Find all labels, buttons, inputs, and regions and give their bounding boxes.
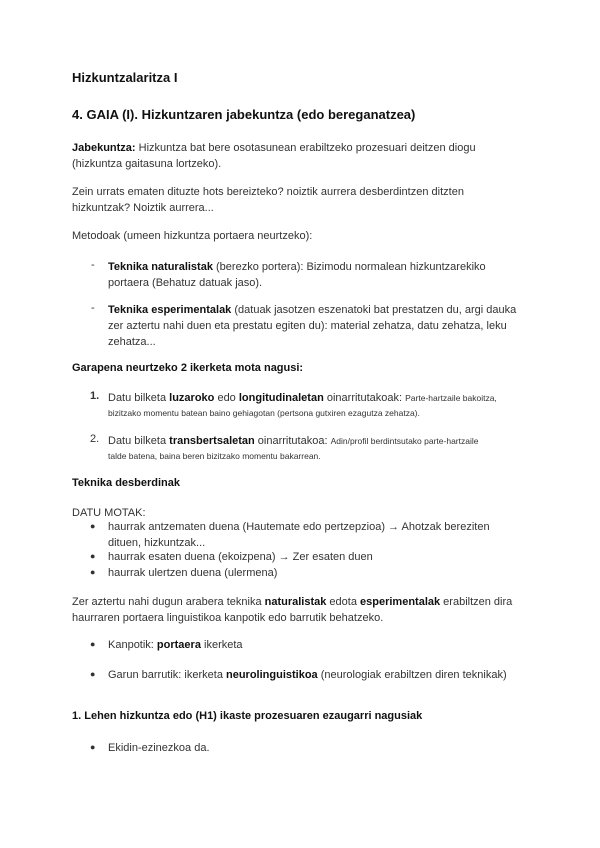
zer-line2: haurraren portaera linguistikoa kanpotik edo barrutik behatzeko. <box>72 612 384 624</box>
study-transbertsal <box>108 433 478 464</box>
zer-bold: naturalistak <box>264 596 327 608</box>
study-bold: luzaroko <box>169 392 215 404</box>
technique-desc: (berezko portera): Bizimodu normalean hizkuntzarekiko <box>212 261 486 273</box>
garun-text: (neurologiak erabiltzen diren teknikak) <box>317 669 507 681</box>
zer-bold: esperimentalak <box>360 596 441 608</box>
section-heading: 4. GAIA (I). Hizkuntzaren jabekuntza (edo bereganatzea) <box>72 107 416 122</box>
technique-desc-line3: zehatza... <box>108 336 156 348</box>
jabekuntza-term: Jabekuntza: <box>72 142 136 154</box>
list-item: haurrak ulertzen duena (ulermena) <box>108 567 278 579</box>
list-item: haurrak esaten duena (ekoizpena) → Zer esaten duen <box>108 551 373 563</box>
technique-desc: (datuak jasotzen eszenatoki bat prestatzen du, argi dauka <box>231 304 517 316</box>
zer-text: Zer aztertu nahi dugun arabera teknika <box>72 596 265 608</box>
dash-marker: - <box>91 259 95 271</box>
study-note: Parte-hartzaile bakoitza, <box>405 393 497 403</box>
bullet-icon: ● <box>90 521 96 531</box>
dash-marker: - <box>91 302 95 314</box>
list-item <box>108 519 490 551</box>
study-text: edo <box>214 392 239 404</box>
study-bold: longitudinaletan <box>238 392 324 404</box>
zer-text: erabiltzen dira <box>440 596 513 608</box>
bullet-icon: ● <box>90 551 96 561</box>
technique-desc-line2: portaera (Behatuz datuak jaso). <box>108 277 263 289</box>
technique-title: Teknika naturalistak <box>108 261 213 273</box>
section1-heading: 1. Lehen hizkuntza edo (H1) ikaste prozesuaren ezaugarri nagusiak <box>72 710 423 722</box>
zer-paragraph <box>72 594 512 626</box>
kanpotik-text: ikerketa <box>200 639 243 651</box>
garapena-heading: Garapena neurtzeko 2 ikerketa mota nagusi: <box>72 362 304 374</box>
technique-naturalistak <box>108 259 486 291</box>
question-paragraph <box>72 184 464 216</box>
study-note-line2: bizitzako momentu batean baino gehiagotan (pertsona gutxiren ezagutza zehatza). <box>108 408 420 418</box>
study-text: Datu bilketa <box>108 392 170 404</box>
study-bold: transbertsaletan <box>169 435 255 447</box>
kanpotik-text: Kanpotik: <box>108 639 157 651</box>
zer-text: edota <box>326 596 361 608</box>
bullet-icon: ● <box>90 742 96 752</box>
technique-esperimentalak <box>108 302 516 350</box>
list-item-line1: haurrak antzematen duena (Hautemate edo pertzepzioa) → Ahotzak bereziten <box>108 521 490 533</box>
garun-bold: neurolinguistikoa <box>226 669 318 681</box>
list-item-line2: dituen, hizkuntzak... <box>108 537 206 549</box>
study-text: oinarritutakoa: <box>254 435 331 447</box>
study-note: Adin/profil berdintsutako parte-hartzaile <box>330 436 479 446</box>
list-number: 1. <box>90 390 100 402</box>
question-line2: hizkuntzak? Noiztik aurrera... <box>72 202 214 214</box>
metodoak-text: Metodoak (umeen hizkuntza portaera neurtzeko): <box>72 230 313 242</box>
study-text: oinarritutakoak: <box>323 392 406 404</box>
kanpotik-bold: portaera <box>156 639 201 651</box>
list-number: 2. <box>90 433 100 445</box>
jabekuntza-paragraph <box>72 140 476 172</box>
kanpotik-item <box>108 637 243 653</box>
question-line1: Zein urrats ematen dituzte hots bereizteko? noiztik aurrera desberdintzen ditzten <box>72 186 464 198</box>
teknika-heading: Teknika desberdinak <box>72 477 181 489</box>
garun-item <box>108 667 507 683</box>
jabekuntza-text-line2: (hizkuntza gaitasuna lortzeko). <box>72 158 222 170</box>
document-title: Hizkuntzalaritza I <box>72 70 178 85</box>
garun-text: Garun barrutik: ikerketa <box>108 669 226 681</box>
study-note-line2: talde batena, baina beren bizitzako momentu bakarrean. <box>108 451 321 461</box>
study-text: Datu bilketa <box>108 435 170 447</box>
bullet-icon: ● <box>90 669 96 679</box>
jabekuntza-text: Hizkuntza bat bere osotasunean erabiltzeko prozesuari deitzen diogu <box>135 142 476 154</box>
list-item: Ekidin-ezinezkoa da. <box>108 742 210 754</box>
bullet-icon: ● <box>90 567 96 577</box>
technique-title: Teknika esperimentalak <box>108 304 232 316</box>
datu-motak-label: DATU MOTAK: <box>72 507 146 519</box>
technique-desc-line2: zer aztertu nahi duen eta prestatu egiten du): material zehatza, datu zehatza, leku <box>108 320 507 332</box>
study-longitudinal <box>108 390 497 421</box>
bullet-icon: ● <box>90 639 96 649</box>
